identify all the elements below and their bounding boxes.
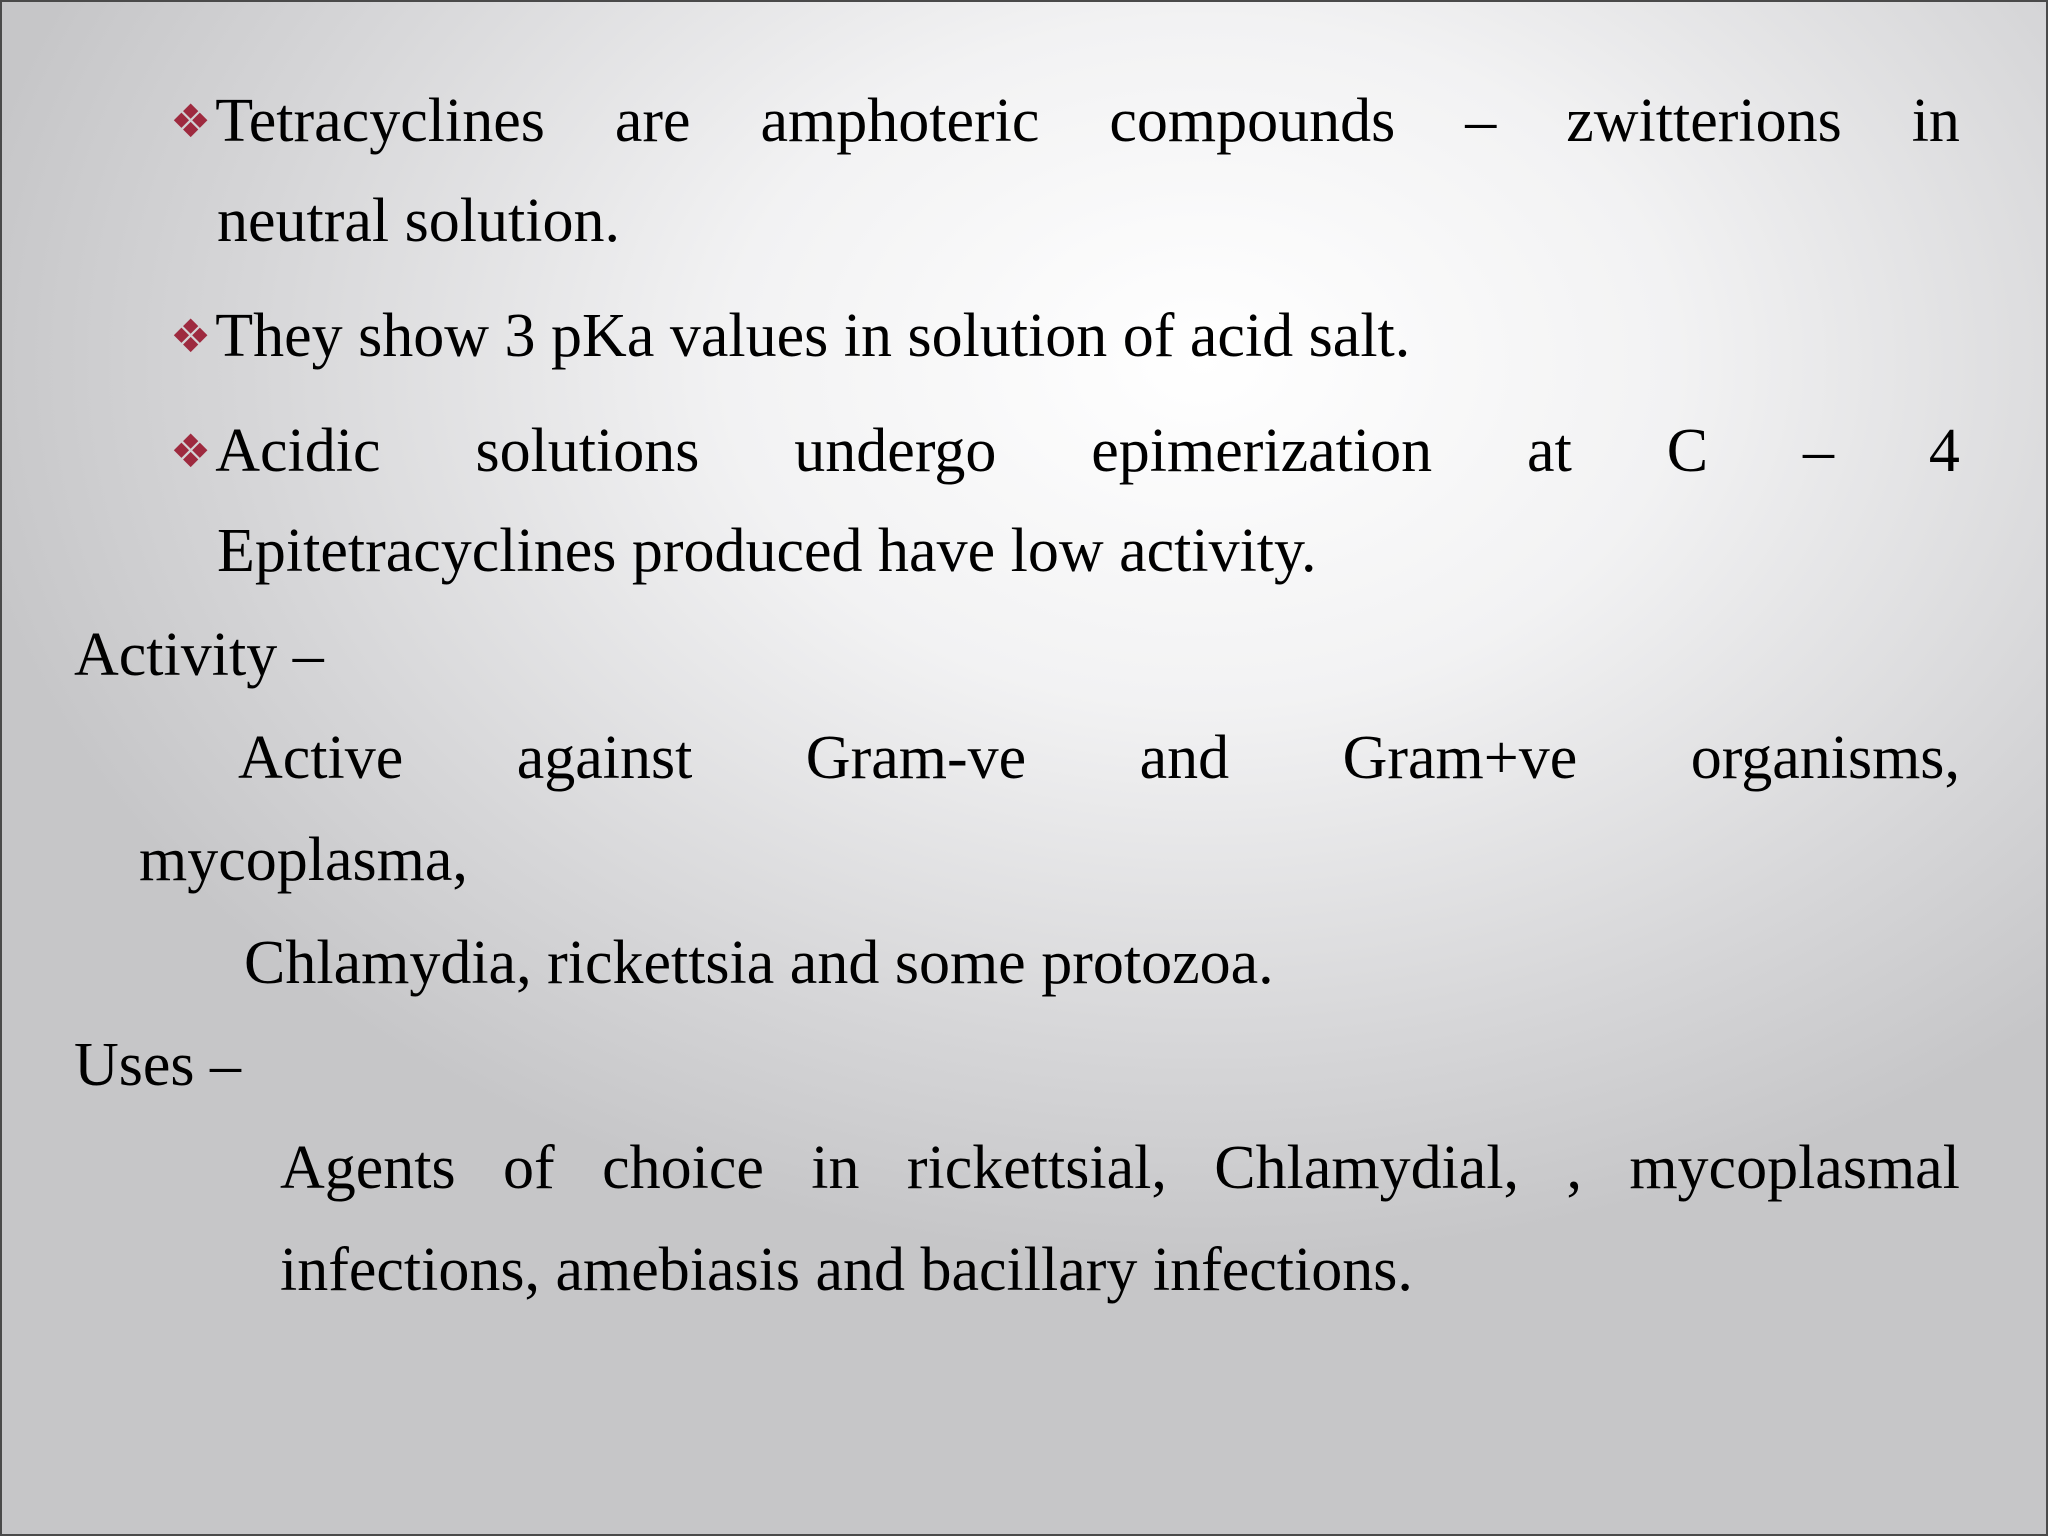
word: mycoplasmal (1629, 1134, 1960, 1202)
bullet-3-line-2: Epitetracyclines produced have low activity. (217, 517, 1317, 585)
word: undergo (794, 417, 997, 485)
word: , (1566, 1134, 1582, 1202)
word: solutions (475, 417, 700, 485)
bullet-2-line-1: They show 3 pKa values in solution of acid salt. (215, 302, 1411, 370)
word: Agents (280, 1134, 456, 1202)
word: organisms, (1690, 724, 1960, 792)
bullet-1-line-1 (215, 87, 1960, 155)
word: choice (602, 1134, 764, 1202)
word: against (516, 724, 693, 792)
diamond-bullet-icon: ❖ (170, 309, 212, 363)
activity-line-1 (238, 724, 1960, 792)
activity-heading: Activity – (74, 621, 324, 689)
bullet-3 (170, 417, 1960, 485)
word: 4 (1928, 417, 1960, 485)
activity-line-3: Chlamydia, rickettsia and some protozoa. (244, 929, 1274, 997)
uses-line-1 (280, 1134, 1960, 1202)
word: amphoteric (760, 87, 1040, 155)
word: in (811, 1134, 860, 1202)
diamond-bullet-icon: ❖ (170, 424, 212, 478)
uses-line-2: infections, amebiasis and bacillary infections. (280, 1236, 1413, 1304)
word: – (1803, 417, 1834, 485)
word: in (1911, 87, 1960, 155)
diamond-bullet-icon: ❖ (170, 94, 212, 148)
word: Tetracyclines (215, 87, 545, 155)
word: – (1465, 87, 1497, 155)
word: rickettsial, (906, 1134, 1167, 1202)
bullet-1 (170, 87, 1960, 155)
bullet-2 (170, 302, 1411, 370)
word: and (1139, 724, 1230, 792)
word: Active (238, 724, 404, 792)
word: compounds (1109, 87, 1396, 155)
word: Chlamydial, (1214, 1134, 1520, 1202)
word: at (1527, 417, 1572, 485)
word: epimerization (1091, 417, 1433, 485)
word: Acidic (215, 417, 381, 485)
bullet-3-line-1 (215, 417, 1960, 485)
word: C (1666, 417, 1709, 485)
word: Gram-ve (805, 724, 1027, 792)
activity-line-2: mycoplasma, (139, 826, 468, 894)
word: Gram+ve (1342, 724, 1578, 792)
word: of (503, 1134, 555, 1202)
word: zwitterions (1566, 87, 1842, 155)
word: are (614, 87, 691, 155)
bullet-1-line-2: neutral solution. (217, 187, 620, 255)
uses-heading: Uses – (74, 1031, 242, 1099)
